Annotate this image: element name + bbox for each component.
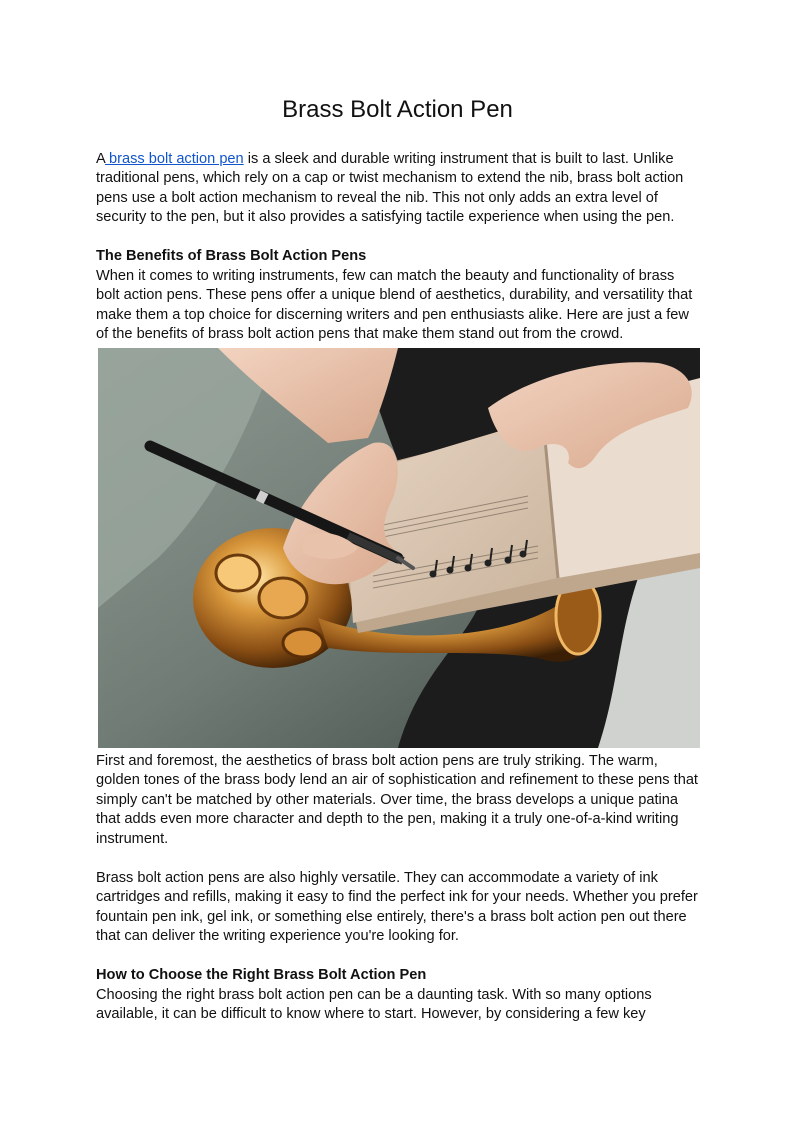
saxophone-key-3	[283, 629, 323, 657]
saxophone-key-2	[259, 578, 307, 618]
intro-paragraph	[96, 150, 700, 228]
black-pen-band	[258, 495, 266, 499]
choose-paragraph: Choosing the right brass bolt action pen can be a daunting task. With so many options available, it can be difficult to know where to start. However, by considering a few key	[96, 987, 652, 1023]
pen-writing-photo	[98, 348, 700, 748]
brass-bolt-action-pen-link[interactable]: brass bolt action pen	[104, 151, 244, 167]
intro-rest: is a sleek and durable writing instrument that is built to last. Unlike traditional pens, which rely on a cap or twist mechanism to extend the nib, brass bolt action pens use a bolt action mechanism to reveal the nib. This not only adds an extra level of security to the pen, but it also provides a satisfying tactile experience when using the pen.	[96, 151, 684, 226]
benefits-paragraph: When it comes to writing instruments, few can match the beauty and functionality of brass bolt action pens. These pens offer a unique blend of aesthetics, durability, and versatility that make them a top choice for discerning writers and pen enthusiasts alike. Here are just a few of the benefits of brass bolt action pens that make them stand out from the crowd.	[96, 268, 693, 343]
intro-prefix: A	[96, 151, 105, 167]
page-title: Brass Bolt Action Pen	[282, 96, 513, 123]
section-heading-benefits: The Benefits of Brass Bolt Action Pens	[96, 248, 367, 264]
aesthetics-paragraph: First and foremost, the aesthetics of brass bolt action pens are truly striking. The warm, golden tones of the brass body lend an air of sophistication and refinement to these pens that simply can't be matched by other materials. Over time, the brass develops a unique patina that adds even more character and depth to the pen, making it a truly one-of-a-kind writing instrument.	[96, 753, 698, 847]
section-heading-choose: How to Choose the Right Brass Bolt Action Pen	[96, 967, 427, 983]
versatility-paragraph: Brass bolt action pens are also highly versatile. They can accommodate a variety of ink cartridges and refills, making it easy to find the perfect ink for your needs. Whether you prefer fountain pen ink, gel ink, or something else entirely, there's a brass bolt action pen out there that can deliver the writing experience you're looking for.	[96, 870, 698, 945]
saxophone-key-1	[216, 555, 260, 591]
